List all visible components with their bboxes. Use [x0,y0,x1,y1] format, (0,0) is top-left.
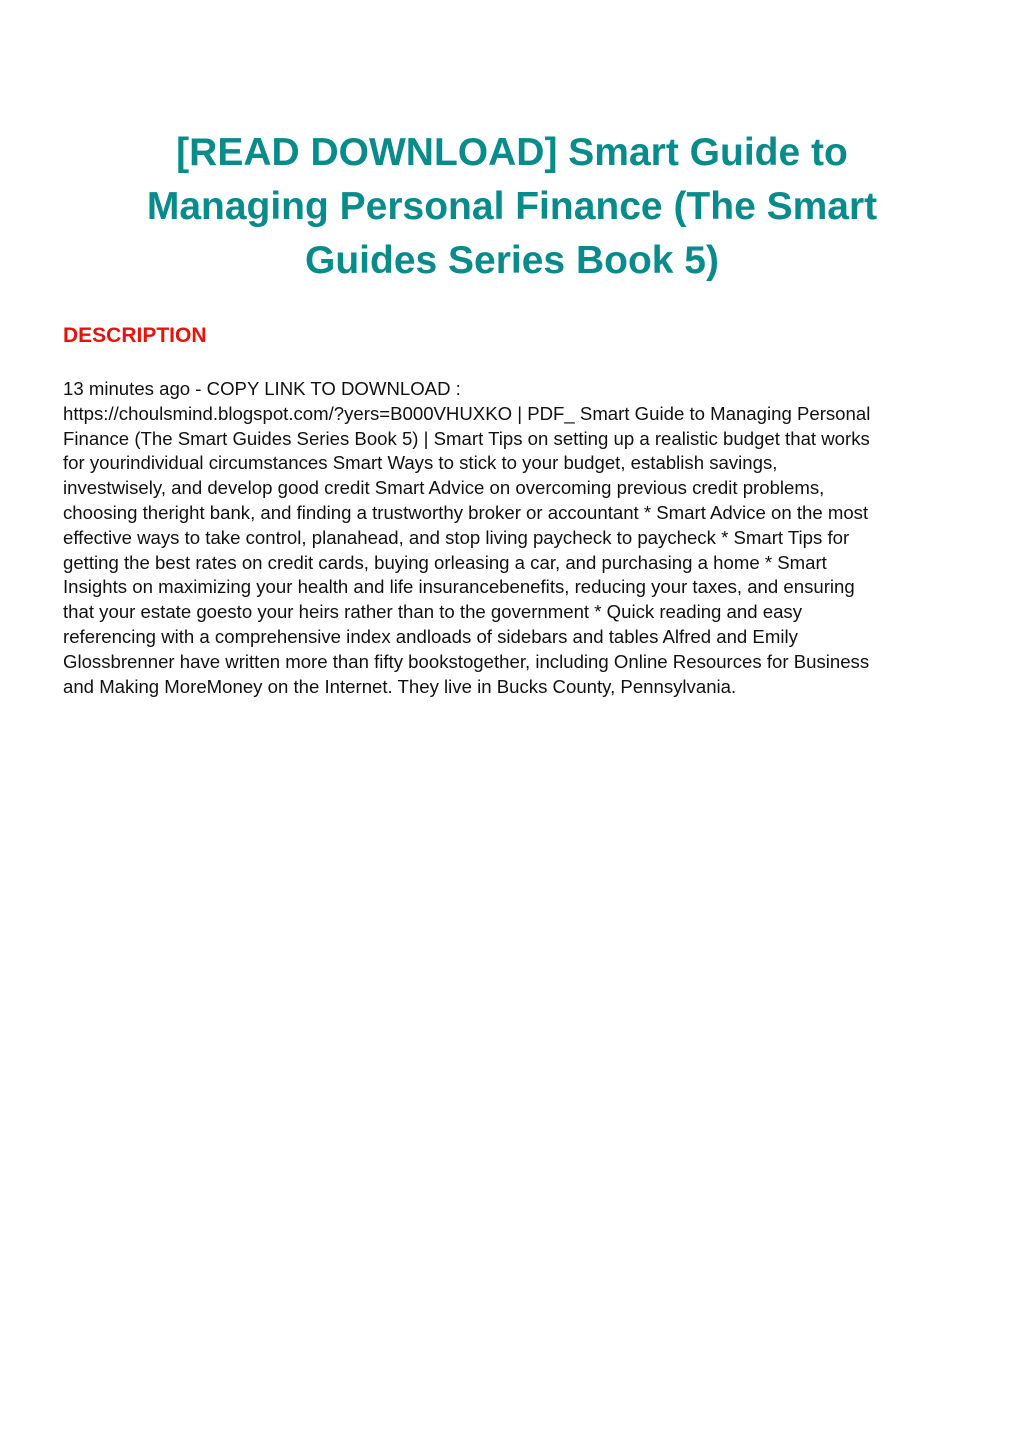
description-heading: DESCRIPTION [63,324,207,347]
title-line: [READ DOWNLOAD] Smart Guide to [176,131,848,174]
description-text [63,377,963,699]
description-line: Glossbrenner have written more than fifty bookstogether, including Online Resources for Business [63,650,870,672]
description-line: and Making MoreMoney on the Internet. They live in Bucks County, Pennsylvania. [63,675,737,697]
description-line: https://choulsmind.blogspot.com/?yers=B000VHUXKO | PDF_ Smart Guide to Managing Personal [63,402,871,424]
document-title [100,126,924,288]
title-line: Managing Personal Finance (The Smart [146,185,878,228]
description-line: effective ways to take control, planahead, and stop living paycheck to paycheck * Smart Tips for [63,526,850,548]
description-line: Finance (The Smart Guides Series Book 5) | Smart Tips on setting up a realistic budget that works [63,427,870,449]
description-line: that your estate goesto your heirs rather than to the government * Quick reading and easy [63,601,803,623]
description-line: getting the best rates on credit cards, buying orleasing a car, and purchasing a home * Smart [63,551,827,573]
description-line: Insights on maximizing your health and life insurancebenefits, reducing your taxes, and ensuring [63,576,855,598]
description-line: referencing with a comprehensive index andloads of sidebars and tables Alfred and Emily [63,625,798,647]
title-line: Guides Series Book 5) [305,239,719,282]
description-line: investwisely, and develop good credit Smart Advice on overcoming previous credit problems, [63,477,825,499]
description-line: for yourindividual circumstances Smart Ways to stick to your budget, establish savings, [63,452,778,474]
description-line: 13 minutes ago - COPY LINK TO DOWNLOAD : [63,378,461,399]
description-line: choosing theright bank, and finding a trustworthy broker or accountant * Smart Advice on the most [63,501,869,523]
